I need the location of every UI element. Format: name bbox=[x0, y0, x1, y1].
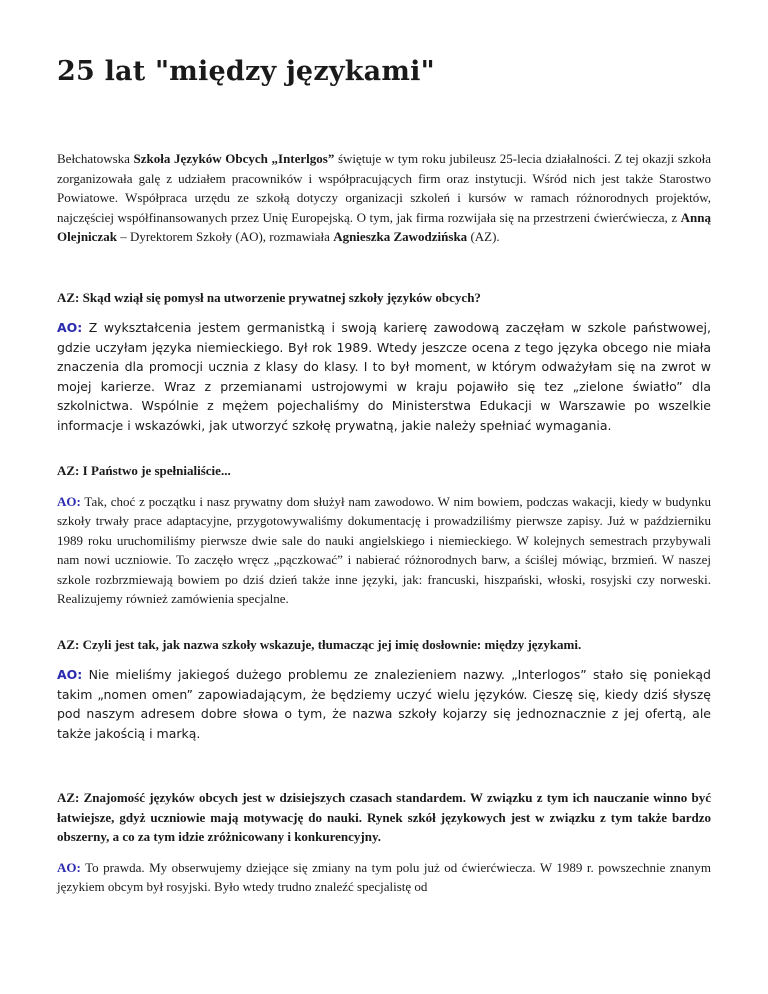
answer-label: AO: bbox=[57, 320, 83, 335]
answer-label: AO: bbox=[57, 859, 81, 875]
director-name: Anną Olejniczak bbox=[57, 209, 711, 244]
answer-text: To prawda. My obserwujemy dziejące się zmiany na tym polu już od ćwierćwiecza. W 1989 r. powszechnie znanym językiem obcym był rosyjski. Było wtedy trudno znaleźć specjalistę od bbox=[57, 859, 711, 894]
answer-1 bbox=[57, 318, 711, 435]
question-1: AZ: Skąd wziął się pomysł na utworzenie prywatnej szkoły języków obcych? bbox=[57, 289, 481, 305]
intro-text: (AZ). bbox=[467, 229, 500, 244]
question-2: AZ: I Państwo je spełnialiście... bbox=[57, 463, 231, 478]
answer-label: AO: bbox=[57, 493, 81, 509]
answer-2 bbox=[57, 492, 711, 609]
answer-label: AO: bbox=[57, 667, 83, 682]
intro-text: Bełchatowska bbox=[57, 151, 134, 166]
intro-paragraph bbox=[57, 149, 711, 247]
interviewer-name: Agnieszka Zawodzińska bbox=[333, 229, 468, 244]
question-3: AZ: Czyli jest tak, jak nazwa szkoły wskazuje, tłumacząc jej imię dosłownie: między językami. bbox=[57, 636, 582, 652]
intro-text: – Dyrektorem Szkoły (AO), rozmawiała bbox=[116, 229, 334, 244]
intro-text: świętuje w tym roku jubileusz 25-lecia działalności. Z tej okazji szkoła zorganizowała galę z udziałem pracowników i współpracujących firm oraz instytucji. Wśród nich jest także Starostwo Powiatowe. Współpraca urzędu ze szkołą dotyczy organizacji szkoleń i kursów w ramach różnorodnych projektów, najczęściej współfinansowanych przez Unię Europejską. O tym, jak firma rozwijała się na przestrzeni ćwierćwiecza, z bbox=[57, 151, 711, 225]
answer-text: Nie mieliśmy jakiegoś dużego problemu ze znalezieniem nazwy. „Interlogos” stało się poniekąd takim „nomen omen” zapowiadającym, że będziemy uczyć wielu języków. Cieszę się, kiedy dziś słyszę pod naszym adresem dobre słowa o tym, że nazwa szkoły kojarzy się jednoznacznie z jej ofertą, ale także jakością i marką. bbox=[57, 667, 711, 741]
question-4: AZ: Znajomość języków obcych jest w dzisiejszych czasach standardem. W związku z tym ich nauczanie winno być łatwiejsze, gdyż uczniowie mają motywację do nauki. Rynek szkół językowych jest w związku z tym także bardzo obszerny, a co za tym idzie zróżnicowany i konkurencyjny. bbox=[57, 790, 711, 844]
answer-3 bbox=[57, 665, 711, 743]
school-name: Szkoła Języków Obcych „Interlgos” bbox=[133, 151, 335, 166]
answer-4 bbox=[57, 858, 711, 897]
answer-text: Z wykształcenia jestem germanistką i swoją karierę zawodową zaczęłam w szkole państwowej, gdzie uczyłam języka niemieckiego. Był rok 1989. Wtedy jeszcze ocena z tego języka obcego nie miała znaczenia dla promocji ucznia z klasy do klasy. I to był moment, w którym odważyłam się na zwrot w mojej karierze. Wraz z przemianami ustrojowymi w kraju pojawiło się tez „zielone światło” dla szkolnictwa. Wspólnie z mężem pojechaliśmy do Ministerstwa Edukacji w Warszawie po wszelkie informacje i wskazówki, jak utworzyć szkołę prywatną, jakie należy spełniać wymagania. bbox=[57, 320, 711, 433]
page-title: 25 lat "między językami" bbox=[57, 56, 435, 87]
answer-text: Tak, choć z początku i nasz prywatny dom służył nam zawodowo. W nim bowiem, podczas wakacji, kiedy w budynku szkoły trwały prace adaptacyjne, przygotowywaliśmy dokumentację i prowadziliśmy pierwsze zapisy. Już w październiku 1989 roku uruchomiliśmy pierwsze dwie sale do nauki angielskiego i niemieckiego. W kolejnych semestrach przybywali nam nowi uczniowie. To zaczęło wręcz „pączkować” i nabierać różnorodnych barw, a ściślej mówiąc, brzmień. W naszej szkole rozbrzmiewają bowiem po dziś dzień także inne języki, jak: francuski, hiszpański, włoski, rosyjski czy norweski. Realizujemy również zamówienia specjalne. bbox=[57, 493, 711, 606]
